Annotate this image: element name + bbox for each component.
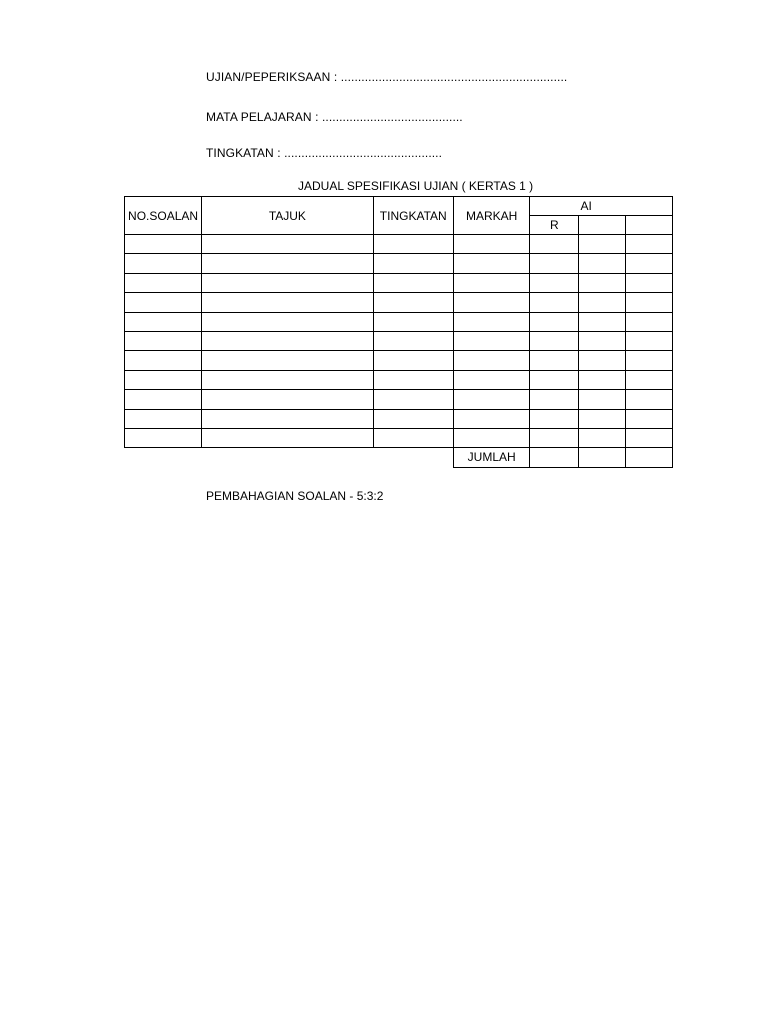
- table-cell: [125, 370, 202, 389]
- table-cell: [125, 331, 202, 350]
- header-group-label: AI: [580, 199, 592, 213]
- table-cell: [125, 428, 202, 447]
- jumlah-value-cell: [530, 448, 579, 467]
- table-cell: [453, 254, 530, 273]
- table-cell: [125, 293, 202, 312]
- table-cell: [530, 312, 579, 331]
- table-cell: [453, 235, 530, 254]
- table-cell: [125, 351, 202, 370]
- header-row: [125, 197, 673, 216]
- table-cell: [626, 409, 673, 428]
- jumlah-row: [125, 448, 673, 467]
- subject-field-line: MATA PELAJARAN : .........................................: [206, 110, 463, 124]
- header-sub-blank: [579, 216, 626, 235]
- header-markah: MARKAH: [453, 197, 530, 235]
- table-cell: [202, 235, 374, 254]
- table-cell: [453, 293, 530, 312]
- table-cell: [579, 293, 626, 312]
- table-row: [125, 390, 673, 409]
- header-tingkatan: TINGKATAN: [373, 197, 453, 235]
- table-row: [125, 370, 673, 389]
- header-tajuk: TAJUK: [202, 197, 374, 235]
- table-cell: [579, 331, 626, 350]
- table-cell: [125, 235, 202, 254]
- table-cell: [373, 370, 453, 389]
- table-cell: [373, 351, 453, 370]
- table-cell: [530, 409, 579, 428]
- jumlah-value-cell: [626, 448, 673, 467]
- table-cell: [202, 331, 374, 350]
- table-cell: [373, 235, 453, 254]
- table-cell: [579, 370, 626, 389]
- table-row: [125, 428, 673, 447]
- table-cell: [373, 409, 453, 428]
- table-cell: [373, 254, 453, 273]
- exam-field-line: UJIAN/PEPERIKSAAN : ..................................................................: [206, 70, 568, 84]
- table-cell: [530, 351, 579, 370]
- table-cell: [202, 312, 374, 331]
- table-cell: [579, 409, 626, 428]
- header-sub-r-label: R: [550, 218, 559, 232]
- table-cell: [530, 254, 579, 273]
- question-distribution: PEMBAHAGIAN SOALAN - 5:3:2: [206, 489, 384, 503]
- table-cell: [373, 428, 453, 447]
- table-cell: [453, 273, 530, 292]
- table-cell: [453, 331, 530, 350]
- spec-table: [124, 196, 673, 468]
- jumlah-spacer: [125, 448, 202, 467]
- table-row: [125, 254, 673, 273]
- table-cell: [125, 390, 202, 409]
- table-title: JADUAL SPESIFIKASI UJIAN ( KERTAS 1 ): [298, 179, 534, 193]
- table-cell: [202, 409, 374, 428]
- table-cell: [579, 428, 626, 447]
- header-sub-blank: [626, 216, 673, 235]
- table-cell: [125, 254, 202, 273]
- table-row: [125, 273, 673, 292]
- table-cell: [530, 390, 579, 409]
- table-cell: [626, 273, 673, 292]
- table-cell: [530, 293, 579, 312]
- table-cell: [626, 331, 673, 350]
- table-cell: [373, 273, 453, 292]
- table-cell: [579, 254, 626, 273]
- header-sub-r: [530, 216, 579, 235]
- table-cell: [579, 235, 626, 254]
- table-cell: [202, 390, 374, 409]
- jumlah-label: JUMLAH: [453, 448, 530, 467]
- table-cell: [626, 351, 673, 370]
- table-cell: [202, 273, 374, 292]
- table-cell: [530, 235, 579, 254]
- header-no-soalan: NO.SOALAN: [125, 197, 202, 235]
- header-group-cell: [530, 197, 673, 216]
- jumlah-spacer: [202, 448, 374, 467]
- table-cell: [202, 254, 374, 273]
- table-cell: [453, 351, 530, 370]
- table-cell: [202, 351, 374, 370]
- jumlah-value-cell: [579, 448, 626, 467]
- table-cell: [626, 235, 673, 254]
- spec-table-container: [124, 196, 673, 468]
- table-row: [125, 331, 673, 350]
- table-cell: [626, 428, 673, 447]
- table-cell: [626, 254, 673, 273]
- form-field-line: TINGKATAN : ..............................................: [206, 146, 443, 160]
- table-cell: [626, 370, 673, 389]
- table-row: [125, 351, 673, 370]
- table-cell: [202, 293, 374, 312]
- jumlah-spacer: [373, 448, 453, 467]
- table-cell: [125, 312, 202, 331]
- table-cell: [530, 428, 579, 447]
- table-cell: [579, 273, 626, 292]
- table-cell: [579, 312, 626, 331]
- table-cell: [530, 273, 579, 292]
- table-cell: [530, 331, 579, 350]
- table-cell: [453, 409, 530, 428]
- table-cell: [626, 293, 673, 312]
- table-cell: [579, 390, 626, 409]
- table-cell: [125, 409, 202, 428]
- table-cell: [202, 370, 374, 389]
- table-cell: [373, 390, 453, 409]
- table-cell: [579, 351, 626, 370]
- table-cell: [453, 370, 530, 389]
- table-cell: [626, 312, 673, 331]
- table-cell: [453, 428, 530, 447]
- table-cell: [373, 331, 453, 350]
- table-cell: [125, 273, 202, 292]
- table-row: [125, 409, 673, 428]
- table-row: [125, 312, 673, 331]
- table-cell: [453, 390, 530, 409]
- table-cell: [373, 293, 453, 312]
- table-row: [125, 235, 673, 254]
- table-cell: [202, 428, 374, 447]
- table-cell: [453, 312, 530, 331]
- table-row: [125, 293, 673, 312]
- table-cell: [530, 370, 579, 389]
- table-cell: [373, 312, 453, 331]
- table-cell: [626, 390, 673, 409]
